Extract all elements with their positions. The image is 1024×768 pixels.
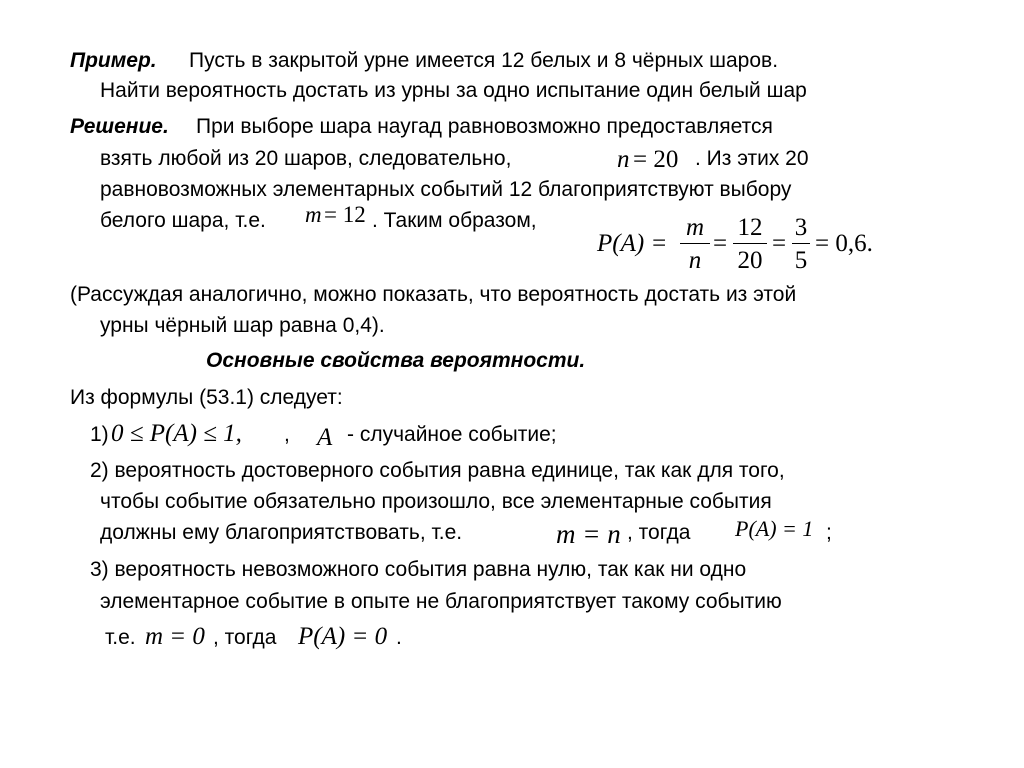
m-equals-12: = 12: [324, 202, 366, 227]
prop2-semicolon: ;: [826, 521, 832, 544]
prop3-line-1: 3) вероятность невозможного события равна нулю, так как ни одно: [90, 558, 747, 581]
prop1-formula-text: 0 ≤ P(A) ≤ 1,: [111, 420, 242, 447]
prop3-p-eq-0: P(A) = 0: [298, 623, 388, 650]
prop2-line-2: чтобы событие обязательно произошло, все элементарные события: [100, 490, 772, 513]
prop2-m-eq-n: m = n: [556, 519, 621, 549]
prop3-dot: .: [396, 626, 402, 649]
formula-eq-1: =: [713, 230, 728, 257]
prop2-line-1: 2) вероятность достоверного события равна единице, так как для того,: [90, 459, 785, 482]
fraction-m-numerator: m: [685, 214, 705, 241]
prop2-line-3: должны ему благоприятствовать, т.е.: [100, 521, 463, 544]
n-equals-20: = 20: [633, 146, 679, 173]
solution-line-1: При выборе шара наугад равновозможно предоставляется: [196, 115, 773, 138]
prop1-event-var: A: [317, 424, 333, 451]
prop2-then: , тогда: [627, 521, 691, 544]
fraction-12-over-20: [733, 215, 767, 273]
intro-text: Из формулы (53.1) следует:: [70, 386, 343, 409]
prop1-text: - случайное событие;: [347, 423, 557, 446]
example-line-2: Найти вероятность достать из урны за одно испытание один белый шар: [100, 79, 807, 102]
prop3-then: , тогда: [213, 626, 277, 649]
solution-line-2-end: . Из этих 20: [695, 147, 809, 170]
solution-line-4-end: . Таким образом,: [372, 209, 537, 232]
formula-rhs: = 0,6.: [815, 230, 873, 257]
analog-line-2: урны чёрный шар равна 0,4).: [100, 314, 385, 337]
example-line-1: Пусть в закрытой урне имеется 12 белых и 8 чёрных шаров.: [189, 49, 779, 72]
prop3-line-3-start: т.е.: [105, 626, 136, 649]
fraction-5-denominator: 5: [794, 247, 808, 274]
prop2-p-eq-1: P(A) = 1: [735, 516, 814, 541]
m-variable: m: [305, 202, 322, 227]
prop3-line-2: элементарное событие в опыте не благоприятствует такому событию: [100, 590, 782, 613]
solution-label: Решение.: [70, 115, 169, 138]
solution-line-2: взять любой из 20 шаров, следовательно,: [100, 147, 512, 170]
formula-eq-2: =: [772, 230, 787, 257]
solution-line-3: равновозможных элементарных событий 12 благоприятствуют выбору: [100, 178, 792, 201]
analog-line-1: (Рассуждая аналогично, можно показать, что вероятность достать из этой: [70, 283, 797, 306]
fraction-3-numerator: 3: [794, 214, 808, 241]
formula-lhs-text: P(A) =: [597, 230, 668, 257]
prop3-m-eq-0: m = 0: [145, 623, 205, 650]
fraction-20-denominator: 20: [737, 247, 763, 274]
fraction-3-over-5: [792, 215, 810, 273]
formula-lhs: [597, 231, 667, 256]
fraction-12-numerator: 12: [737, 214, 763, 241]
section-heading: Основные свойства вероятности.: [206, 349, 586, 372]
solution-line-4: белого шара, т.е.: [100, 209, 266, 232]
prop1-formula: [111, 421, 242, 446]
n-variable: n: [617, 146, 630, 173]
prop1-prefix: 1): [90, 423, 109, 446]
fraction-n-denominator: n: [688, 247, 702, 274]
example-label: Пример.: [70, 49, 157, 72]
fraction-m-over-n: [680, 215, 710, 273]
prop1-comma: ,: [284, 423, 290, 446]
